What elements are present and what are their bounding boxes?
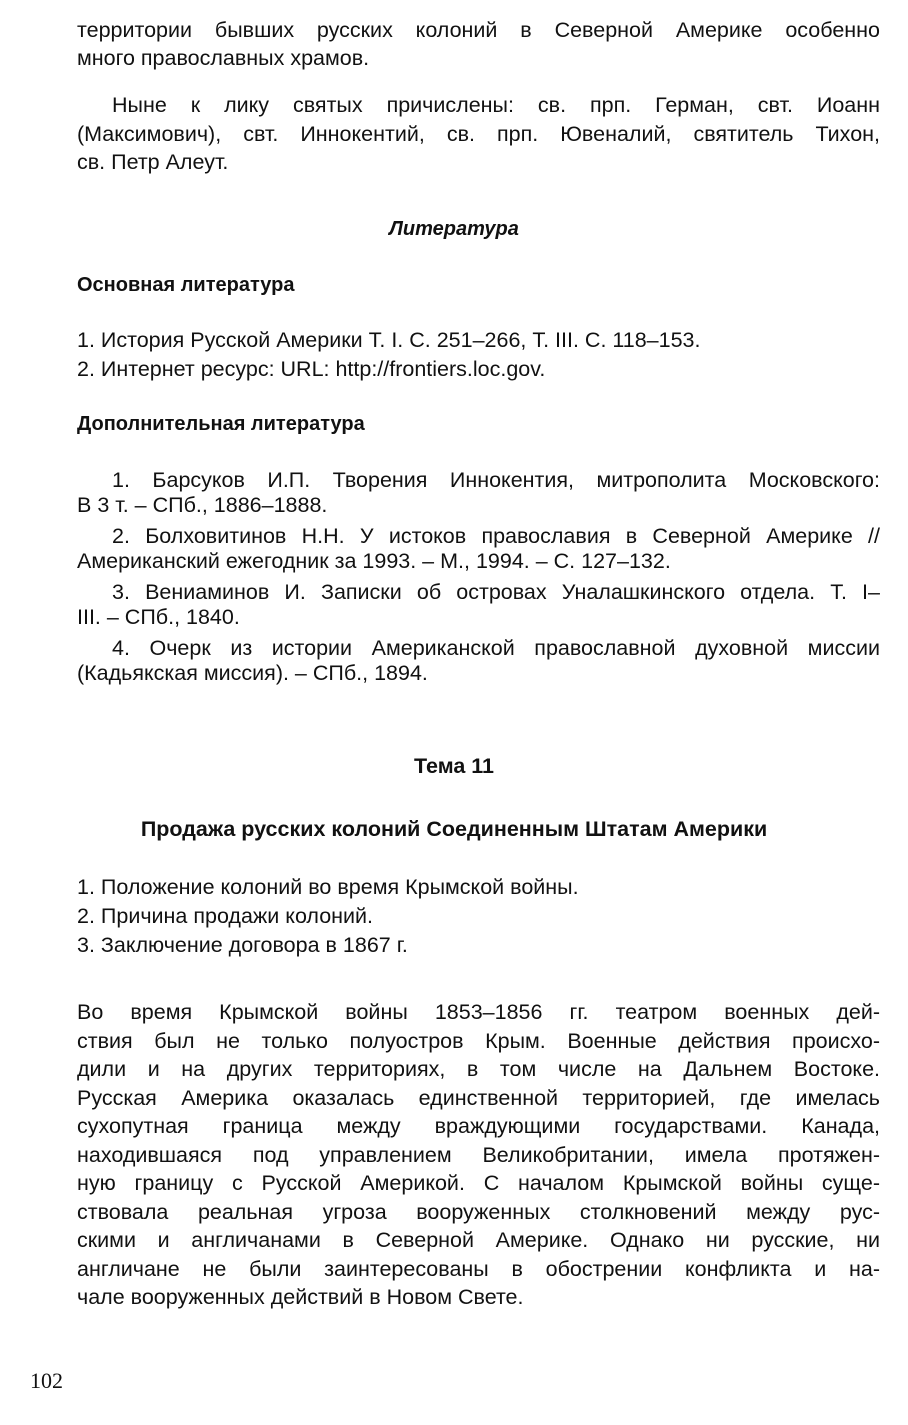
subsection-heading: Дополнительная литература (77, 413, 365, 435)
text-line: св. Петр Алеут. (77, 150, 229, 174)
list-item-cont: III. – СПб., 1840. (77, 605, 240, 629)
list-item: 3. Вениаминов И. Записки об островах Уналашкинского отдела. Т. I– (112, 580, 880, 604)
text-line: территории бывших русских колоний в Северной Америке особенно (77, 18, 880, 42)
text-line: много православных храмов. (77, 46, 370, 70)
text-line: ную границу с Русской Америкой. С началом Крымской войны суще- (77, 1171, 880, 1195)
text-line: находившаяся под управлением Великобритании, имела протяжен- (77, 1143, 880, 1167)
text-line: Во время Крымской войны 1853–1856 гг. театром военных дей- (77, 1000, 880, 1024)
plan-item: 1. Положение колоний во время Крымской войны. (77, 875, 579, 899)
text-line: (Максимович), свт. Иннокентий, св. прп. Ювеналий, святитель Тихон, (77, 122, 880, 146)
list-item-cont: (Кадьякская миссия). – СПб., 1894. (77, 661, 428, 685)
plan-item: 2. Причина продажи колоний. (77, 904, 374, 928)
topic-number: Тема 11 (413, 754, 495, 778)
subsection-heading: Основная литература (77, 274, 295, 296)
list-item-cont: Американский ежегодник за 1993. – М., 1994. – С. 127–132. (77, 549, 671, 573)
list-item: 1. Барсуков И.П. Творения Иннокентия, митрополита Московского: (112, 468, 880, 492)
text-line: Русская Америка оказалась единственной территорией, где имелась (77, 1086, 880, 1110)
text-line: скими и англичанами в Северной Америке. Однако ни русские, ни (77, 1228, 880, 1252)
text-line: дили и на других территориях, в том числе на Дальнем Востоке. (77, 1057, 880, 1081)
section-title: Литература (389, 218, 519, 240)
page-number: 102 (30, 1368, 63, 1393)
topic-title: Продажа русских колоний Соединенным Штатам Америки (140, 817, 768, 841)
text-line: ствовала реальная угроза вооруженных столкновений между рус- (77, 1200, 880, 1224)
list-item: 1. История Русской Америки Т. I. С. 251–266, Т. III. С. 118–153. (77, 328, 701, 352)
text-line: сухопутная граница между враждующими государствами. Канада, (77, 1114, 880, 1138)
text-line: ствия был не только полуостров Крым. Военные действия происхо- (77, 1029, 880, 1053)
list-item: 2. Интернет ресурс: URL: http://frontiers.loc.gov. (77, 357, 546, 381)
plan-item: 3. Заключение договора в 1867 г. (77, 933, 408, 957)
text-line: англичане не были заинтересованы в обострении конфликта и на- (77, 1257, 880, 1281)
text-line: Ныне к лику святых причислены: св. прп. Герман, свт. Иоанн (112, 93, 880, 117)
list-item: 4. Очерк из истории Американской православной духовной миссии (112, 636, 880, 660)
list-item-cont: В 3 т. – СПб., 1886–1888. (77, 493, 328, 517)
text-line: чале вооруженных действий в Новом Свете. (77, 1285, 524, 1309)
list-item: 2. Болховитинов Н.Н. У истоков православия в Северной Америке // (112, 524, 880, 548)
